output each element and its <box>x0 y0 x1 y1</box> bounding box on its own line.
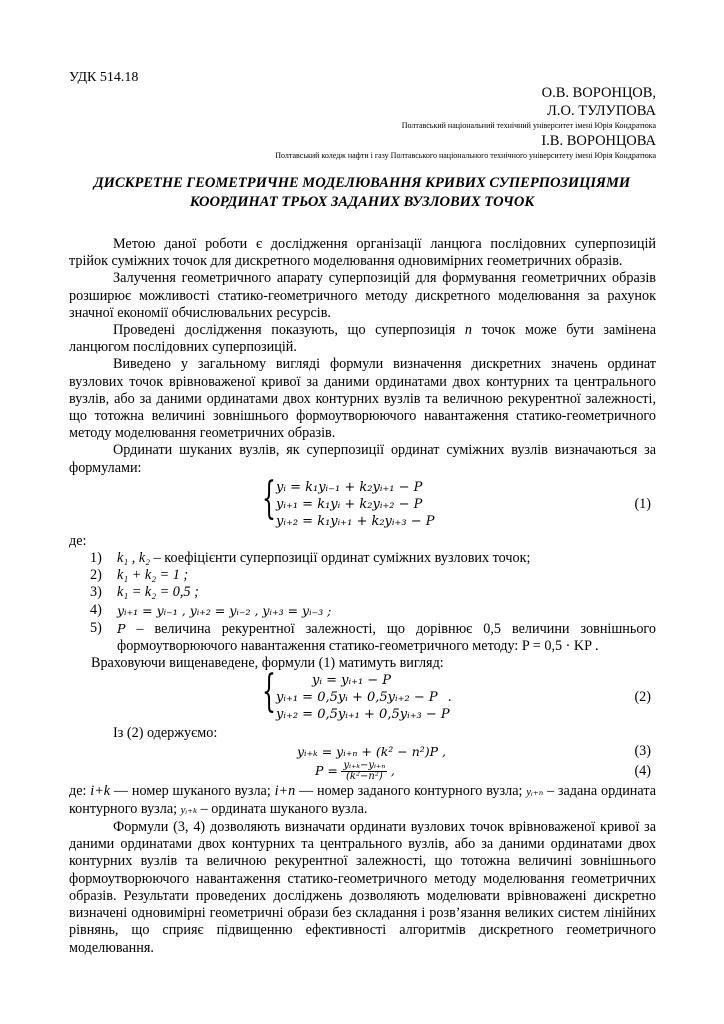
equation-text: P = <box>315 762 338 778</box>
equation-line: yᵢ = k₁yᵢ₋₁ + k₂yᵢ₊₁ − P <box>276 479 423 495</box>
math-var: n <box>464 322 472 339</box>
equation-1 <box>69 472 656 530</box>
math-expr: k₁ + k₂ = 1 ; <box>117 567 189 584</box>
paragraph <box>69 783 656 819</box>
author-name: О.В. ВОРОНЦОВ, <box>541 85 656 101</box>
equation-2 <box>69 666 656 723</box>
udk-code: УДК 514.18 <box>69 70 139 85</box>
fraction <box>341 761 387 782</box>
math-expr: k₁ , k₂ <box>117 550 151 567</box>
equation-text: , <box>390 762 395 778</box>
equation-text: yᵢ₊₁ = 0,5yᵢ + 0,5yᵢ₊₂ − P <box>276 690 438 706</box>
math-expr: yᵢ₊₁ = yᵢ₋₁ , yᵢ₊₂ = yᵢ₋₂ , yᵢ₊₃ = yᵢ₋₃ ; <box>117 602 332 618</box>
fraction-numerator: yᵢ₊ₖ−yᵢ₊ₙ <box>343 759 386 771</box>
paper-title <box>69 174 655 212</box>
list-item <box>69 602 656 620</box>
paragraph: Ординати шуканих вузлів, як суперпозиції ординат суміжних вузлів визначаються за формулами: <box>69 442 656 476</box>
brace: { <box>262 472 276 524</box>
paragraph-text: — номер заданого контурного вузла; <box>295 782 527 799</box>
math-expr: yᵢ₊ₙ <box>526 785 544 798</box>
fraction-denominator: (k²−n²) <box>346 770 383 782</box>
author-affiliation: Полтавський національний технічний університет імені Юрія Кондратюка <box>401 121 656 130</box>
math-expr: yᵢ₊ₖ <box>180 803 198 816</box>
title-line: КООРДИНАТ ТРЬОХ ЗАДАНИХ ВУЗЛОВИХ ТОЧОК <box>189 194 535 210</box>
equation-line: yᵢ₊₁ = k₁yᵢ + k₂yᵢ₊₂ − P <box>276 496 423 512</box>
paragraph-text: – задана ордината контурного вузла; <box>69 782 656 817</box>
math-expr: i+k <box>90 782 111 799</box>
equation-line: yᵢ₊₂ = k₁yᵢ₊₁ + k₂yᵢ₊₃ − P <box>276 513 435 529</box>
paragraph-text: – ордината шуканого вузла. <box>197 800 368 817</box>
paragraph: Метою даної роботи є дослідження організації ланцюга послідовних суперпозицій трійок суміжних точок для дискретного моделювання одновимірних геометричних образів. <box>69 236 656 270</box>
equation-text: yᵢ₊ₖ = yᵢ₊ₙ + (k² − n²)P , <box>297 743 446 759</box>
paragraph-text: — номер шуканого вузла; <box>110 782 275 799</box>
equation-3 <box>69 743 656 761</box>
author-name: Л.О. ТУЛУПОВА <box>547 103 656 119</box>
list-item <box>69 584 656 601</box>
paragraph: Залучення геометричного апарату суперпозицій для формування геометричних образів розширює можливості статико-геометричного методу дискретного моделювання за рахунок значної економії обчислювальних ресурсів. <box>69 270 656 321</box>
list-number: 5) <box>90 619 102 636</box>
equation-line <box>276 689 656 706</box>
list-number: 1) <box>90 550 102 567</box>
paragraph-text: де: <box>69 782 91 799</box>
paragraph: Враховуючи вищенаведене, формули (1) матимуть вигляд: <box>91 655 444 672</box>
equation-system <box>262 666 656 723</box>
paragraph-text: Проведені дослідження показують, що суперпозиція <box>113 322 465 339</box>
paragraph-text: точок може бути замінена ланцюгом послідовних суперпозицій. <box>69 322 657 356</box>
equation-body <box>315 761 395 782</box>
equation-line: yᵢ = yᵢ₊₁ − P <box>312 673 392 689</box>
author-name: І.В. ВОРОНЦОВА <box>541 133 656 149</box>
paper-body <box>69 236 656 957</box>
equation-number: (1) <box>634 495 651 512</box>
math-expr: k₁ = k₂ = 0,5 ; <box>117 584 199 601</box>
equation-number: (3) <box>634 742 651 759</box>
list-item <box>69 550 656 567</box>
paragraph: Із (2) одержуємо: <box>113 725 218 742</box>
list-number: 3) <box>90 584 102 601</box>
paragraph <box>69 322 656 356</box>
list-text: – величина рекурентної залежності, що дорівнює 0,5 величини зовнішнього формоутворюючого навантаження статико-геометричного методу: P = 0,5 · KP . <box>117 620 656 655</box>
equation-number: (2) <box>634 689 651 706</box>
paragraph: Формули (3, 4) дозволяють визначати ординати вузлових точок врівноваженої кривої за даними ординатами двох контурних та центрального вузлів, або за даними ординатами двох контурних вузлів та величною рекурентної залежності, що тотожна величині зовнішнього формоутворюючого навантаження статико-геометричного методу моделювання геометричних образів. Результати проведених досліджень дозволяють моделювати врівноважені дискретно визначені одновимірні геометричні образи без складання і розв’язання великих систем лінійних рівнянь, що сприяє підвищенню ефективності алгоритмів дискретного геометричного моделювання. <box>69 819 656 956</box>
paragraph: де: <box>69 532 87 549</box>
equation-line: yᵢ₊₂ = 0,5yᵢ₊₁ + 0,5yᵢ₊₃ − P <box>276 707 450 723</box>
equation-system <box>262 472 656 530</box>
authors-block <box>275 84 656 162</box>
list-number: 2) <box>90 567 102 584</box>
list-item <box>69 620 656 655</box>
brace: { <box>262 666 276 718</box>
list-number: 4) <box>90 601 102 618</box>
definition-list <box>69 550 656 655</box>
equation-number: (4) <box>634 762 651 779</box>
math-expr: i+n <box>274 782 296 799</box>
list-text: – коефіцієнти суперпозиції ординат суміжних вузлових точок; <box>150 550 531 567</box>
equation-4 <box>69 761 656 783</box>
math-expr: P <box>117 620 126 636</box>
title-line: ДИСКРЕТНЕ ГЕОМЕТРИЧНЕ МОДЕЛЮВАННЯ КРИВИХ СУПЕРПОЗИЦІЯМИ <box>93 175 631 191</box>
author-affiliation: Полтавський коледж нафти і газу Полтавського національного технічного університету імені Юрія Кондратюка <box>275 151 656 160</box>
list-item <box>69 567 656 584</box>
paragraph: Виведено у загальному вигляді формули визначення дискретних значень ординат вузлових точок врівноваженої кривої за даними ординатами двох контурних та центрального вузлів, або за даними ординатами двох контурних вузлів та величною рекурентної залежності, що тотожна величині зовнішнього формоутворюючого навантаження статико-геометричного методу моделювання геометричних образів. <box>69 356 656 442</box>
equation-text: . <box>447 690 452 706</box>
